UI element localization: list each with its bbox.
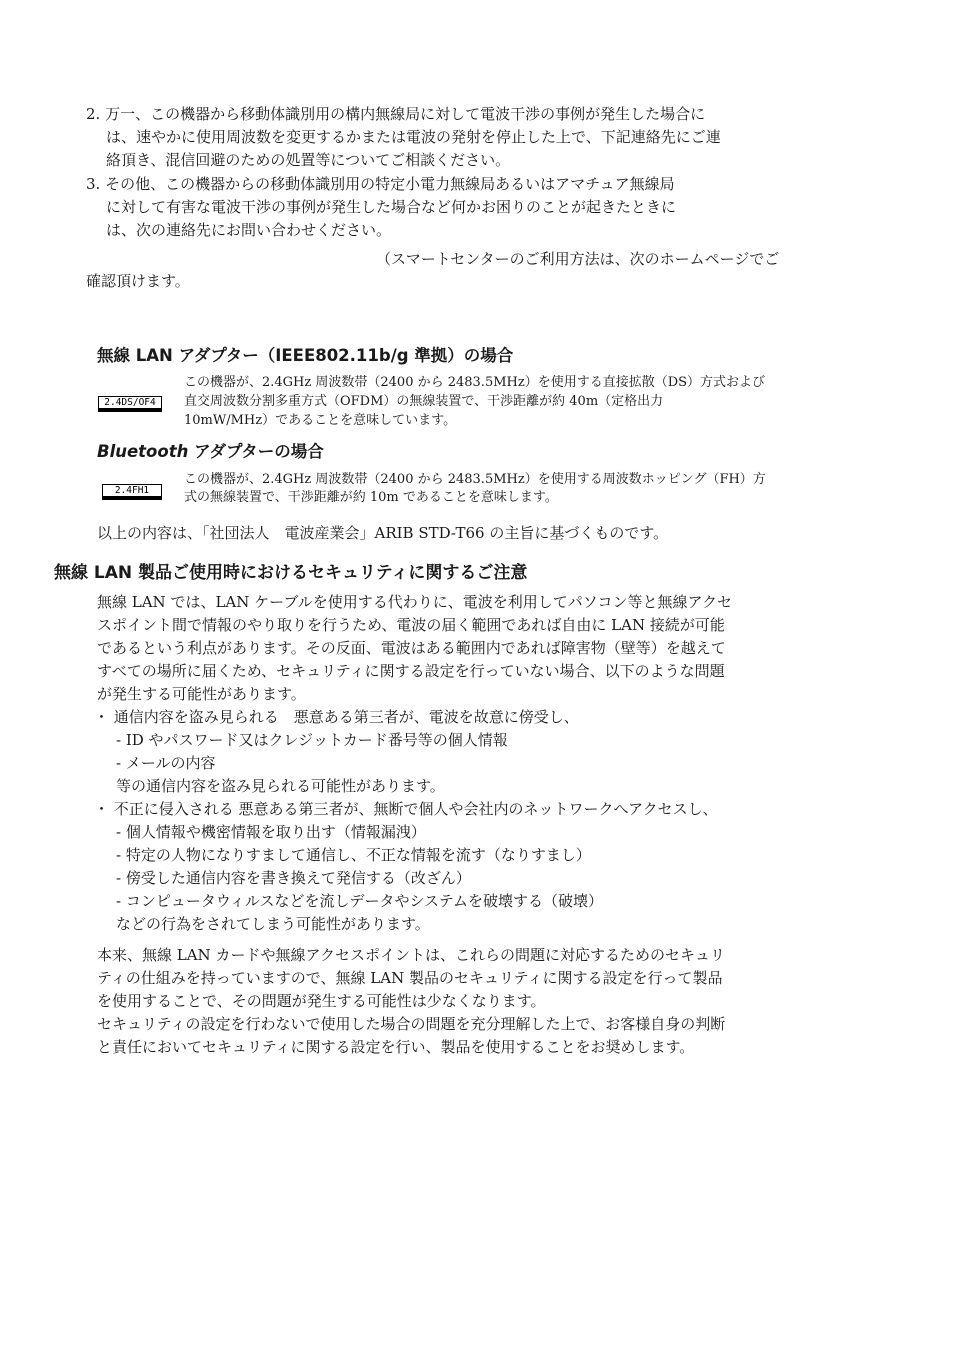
arib-basis: 以上の内容は、「社団法人 電波産業会」ARIB STD-T66 の主旨に基づくものです。 xyxy=(97,524,669,542)
bullet-eavesdrop: ・ 通信内容を盗み見られる 悪意ある第三者が、電波を故意に傍受し、 xyxy=(94,708,579,726)
item-2-line-3: 絡頂き、混信回避のための処置等についてご相談ください。 xyxy=(106,151,511,169)
security-outro-line-1: 本来、無線 LAN カードや無線アクセスポイントは、これらの問題に対応するためのセキュリ xyxy=(97,946,726,964)
item-2-line-2: は、速やかに使用周波数を変更するかまたは電波の発射を停止した上で、下記連絡先にご連 xyxy=(106,128,721,146)
bullet-eavesdrop-sub-2: - メールの内容 xyxy=(116,754,216,772)
bullet-intrusion-tail: などの行為をされてしまう可能性があります。 xyxy=(116,915,430,933)
wlan-text-line-2: 直交周波数分割多重方式（OFDM）の無線装置で、干渉距離が約 40m（定格出力 xyxy=(184,394,664,409)
bullet-intrusion: ・ 不正に侵入される 悪意ある第三者が、無断で個人や会社内のネットワークへアクセスし、 xyxy=(94,800,718,818)
wlan-heading: 無線 LAN アダプター（IEEE802.11b/g 準拠）の場合 xyxy=(97,346,514,365)
bluetooth-text-line-2: 式の無線装置で、干渉距離が約 10m であることを意味します。 xyxy=(184,490,558,505)
security-intro-line-3: であるという利点があります。その反面、電波はある範囲内であれば障害物（壁等）を越えて xyxy=(97,639,726,657)
security-outro-line-4: セキュリティの設定を行わないで使用した場合の問題を充分理解した上で、お客様自身の判断 xyxy=(97,1015,726,1033)
bluetooth-text-line-1: この機器が、2.4GHz 周波数帯（2400 から 2483.5MHz）を使用する周波数ホッピング（FH）方 xyxy=(184,472,766,487)
bluetooth-heading-text: アダプターの場合 xyxy=(188,442,324,461)
security-intro-line-1: 無線 LAN では、LAN ケーブルを使用する代わりに、電波を利用してパソコン等と無線アクセ xyxy=(97,593,733,611)
security-intro-line-2: スポイント間で情報のやり取りを行うため、電波の届く範囲であれば自由に LAN 接続が可能 xyxy=(97,616,725,634)
contact-line-2: 確認頂けます。 xyxy=(86,272,190,290)
security-intro-line-5: が発生する可能性があります。 xyxy=(97,685,306,703)
bullet-intrusion-sub-1: - 個人情報や機密情報を取り出す（情報漏洩） xyxy=(116,823,426,841)
item-3-line-3: は、次の連絡先にお問い合わせください。 xyxy=(106,221,392,239)
wlan-text-line-3: 10mW/MHz）であることを意味しています。 xyxy=(184,413,457,428)
bullet-intrusion-sub-2: - 特定の人物になりすまして通信し、不正な情報を流す（なりすまし） xyxy=(116,846,591,864)
security-heading: 無線 LAN 製品ご使用時におけるセキュリティに関するご注意 xyxy=(54,563,528,583)
bluetooth-heading-brand: Bluetooth xyxy=(97,442,189,461)
security-outro-line-5: と責任においてセキュリティに関する設定を行い、製品を使用することをお奨めします。 xyxy=(97,1038,695,1056)
bullet-eavesdrop-sub-1: - ID やパスワード又はクレジットカード番号等の個人情報 xyxy=(116,731,508,749)
bluetooth-badge: 2.4FH1 xyxy=(102,484,162,500)
wlan-badge: 2.4DS/OF4 xyxy=(98,396,162,412)
security-outro-line-3: を使用することで、その問題が発生する可能性は少なくなります。 xyxy=(97,992,546,1010)
security-outro-line-2: ティの仕組みを持っていますので、無線 LAN 製品のセキュリティに関する設定を行って製品 xyxy=(97,969,723,987)
item-3-line-2: に対して有害な電波干渉の事例が発生した場合など何かお困りのことが起きたときに xyxy=(106,198,677,216)
item-2-line-1: 2. 万一、この機器から移動体識別用の構内無線局に対して電波干渉の事例が発生した場合に xyxy=(86,105,706,123)
bullet-intrusion-sub-3: - 傍受した通信内容を書き換えて発信する（改ざん） xyxy=(116,869,471,887)
contact-line: （スマートセンターのご利用方法は、次のホームページでご xyxy=(376,250,780,268)
bullet-intrusion-sub-4: - コンピュータウィルスなどを流しデータやシステムを破壊する（破壊） xyxy=(116,892,603,910)
wlan-text-line-1: この機器が、2.4GHz 周波数帯（2400 から 2483.5MHz）を使用する直接拡散（DS）方式および xyxy=(184,375,766,390)
security-intro-line-4: すべての場所に届くため、セキュリティに関する設定を行っていない場合、以下のような問題 xyxy=(97,662,725,680)
bullet-eavesdrop-tail: 等の通信内容を盗み見られる可能性があります。 xyxy=(116,777,445,795)
item-3-line-1: 3. その他、この機器からの移動体識別用の特定小電力無線局あるいはアマチュア無線局 xyxy=(86,175,675,193)
bluetooth-heading xyxy=(97,441,324,463)
